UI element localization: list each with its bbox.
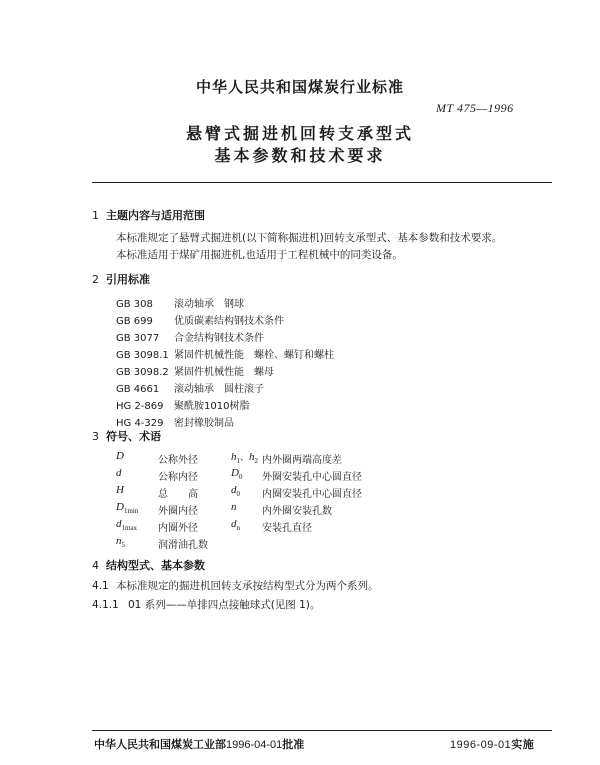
section-3-number: 3 <box>92 430 99 443</box>
clause-4-1 <box>92 578 379 593</box>
section-4-number: 4 <box>92 559 99 572</box>
symbol-definition: 内圈安装孔中心圆直径 <box>262 489 362 500</box>
section-2-heading <box>92 271 150 287</box>
section-2-number: 2 <box>92 273 99 286</box>
symbol: n <box>231 501 237 513</box>
reference-title: 滚动轴承 钢球 <box>174 299 244 310</box>
reference-code: GB 3098.1 <box>116 350 169 361</box>
symbol-definition: 公称内径 <box>158 472 198 483</box>
reference-item <box>116 380 264 395</box>
section-4-heading <box>92 557 205 573</box>
reference-title: 合金结构钢技术条件 <box>174 333 264 344</box>
implementation-label: 实施 <box>511 738 535 751</box>
section-4-title: 结构型式、基本参数 <box>106 559 205 572</box>
section-1-title: 主题内容与适用范围 <box>106 209 205 222</box>
symbol: $D_0$ <box>231 467 243 482</box>
approval-date: 1996-04-01 <box>226 739 283 751</box>
symbol: H <box>116 484 124 496</box>
approving-authority: 中华人民共和国煤炭工业部 <box>94 738 226 751</box>
reference-code: GB 699 <box>116 316 153 327</box>
implementation-line <box>450 736 534 752</box>
section-1-paragraph-1: 本标准规定了悬臂式掘进机(以下简称掘进机)回转支承型式、基本参数和技术要求。 <box>116 232 503 244</box>
reference-item <box>116 295 244 310</box>
symbol: $n_5$ <box>116 535 125 550</box>
header-divider <box>92 182 552 183</box>
reference-item <box>116 346 334 361</box>
section-3-title: 符号、术语 <box>106 430 161 443</box>
footer-divider <box>92 730 552 731</box>
document-title-line-1: 悬臂式掘进机回转支承型式 <box>185 124 414 143</box>
reference-title: 紧固件机械性能 螺母 <box>174 367 274 378</box>
clause-4-1-number: 4.1 <box>92 580 109 592</box>
symbol-definition: 内外圈两端高度差 <box>262 455 342 466</box>
clause-4-1-text: 本标准规定的掘进机回转支承按结构型式分为两个系列。 <box>116 580 379 592</box>
clause-4-1-1-text: 01 系列——单排四点接触球式(见图 1)。 <box>128 599 321 611</box>
symbol-definition: 公称外径 <box>158 455 198 466</box>
symbol: $d_{1max}$ <box>116 518 138 533</box>
document-title-line-2: 基本参数和技术要求 <box>214 146 386 165</box>
symbol-definition: 外圈内径 <box>158 506 198 517</box>
implementation-date: 1996-09-01 <box>450 739 512 751</box>
reference-title: 滚动轴承 圆柱滚子 <box>174 384 264 395</box>
reference-item <box>116 363 274 378</box>
symbol: D <box>116 450 124 462</box>
symbol: $d_0$ <box>231 484 240 499</box>
approval-label: 批准 <box>282 738 305 751</box>
reference-item <box>116 329 264 344</box>
section-2-title: 引用标准 <box>106 273 150 286</box>
reference-title: 聚酰胺1010树脂 <box>174 401 250 412</box>
symbol: $D_{1min}$ <box>116 501 139 516</box>
reference-code: GB 308 <box>116 299 153 310</box>
standard-code: MT 475—1996 <box>436 101 514 115</box>
issuing-body-title: 中华人民共和国煤炭行业标准 <box>195 78 404 96</box>
section-1-number: 1 <box>92 209 99 222</box>
section-3-heading <box>92 428 161 444</box>
symbol-definition: 润滑油孔数 <box>158 540 208 551</box>
reference-item <box>116 414 234 429</box>
symbol: d <box>116 467 122 479</box>
clause-4-1-1-number: 4.1.1 <box>92 599 119 611</box>
symbol: $d_n$ <box>231 518 240 533</box>
reference-code: GB 3098.2 <box>116 367 169 378</box>
reference-code: GB 4661 <box>116 384 160 395</box>
reference-item <box>116 312 284 327</box>
symbol-definition: 安装孔直径 <box>262 523 312 534</box>
symbol-definition: 内外圈安装孔数 <box>262 506 332 517</box>
section-1-heading <box>92 207 205 223</box>
symbol-definition: 外圈安装孔中心圆直径 <box>262 472 362 483</box>
reference-code: HG 2-869 <box>116 401 164 412</box>
clause-4-1-1 <box>92 597 320 612</box>
section-1-paragraph-2: 本标准适用于煤矿用掘进机,也适用于工程机械中的同类设备。 <box>116 249 403 261</box>
symbol: $h_1$、$h_2$ <box>231 451 259 466</box>
approval-line <box>94 736 304 752</box>
reference-code: GB 3077 <box>116 333 160 344</box>
reference-item <box>116 397 249 412</box>
reference-title: 优质碳素结构钢技术条件 <box>174 316 284 327</box>
reference-title: 密封橡胶制品 <box>174 418 234 429</box>
reference-title: 紧固件机械性能 螺栓、螺钉和螺柱 <box>174 350 334 361</box>
reference-code: HG 4-329 <box>116 418 164 429</box>
symbol-definition: 总 高 <box>158 489 198 500</box>
symbol-definition: 内圈外径 <box>158 523 198 534</box>
